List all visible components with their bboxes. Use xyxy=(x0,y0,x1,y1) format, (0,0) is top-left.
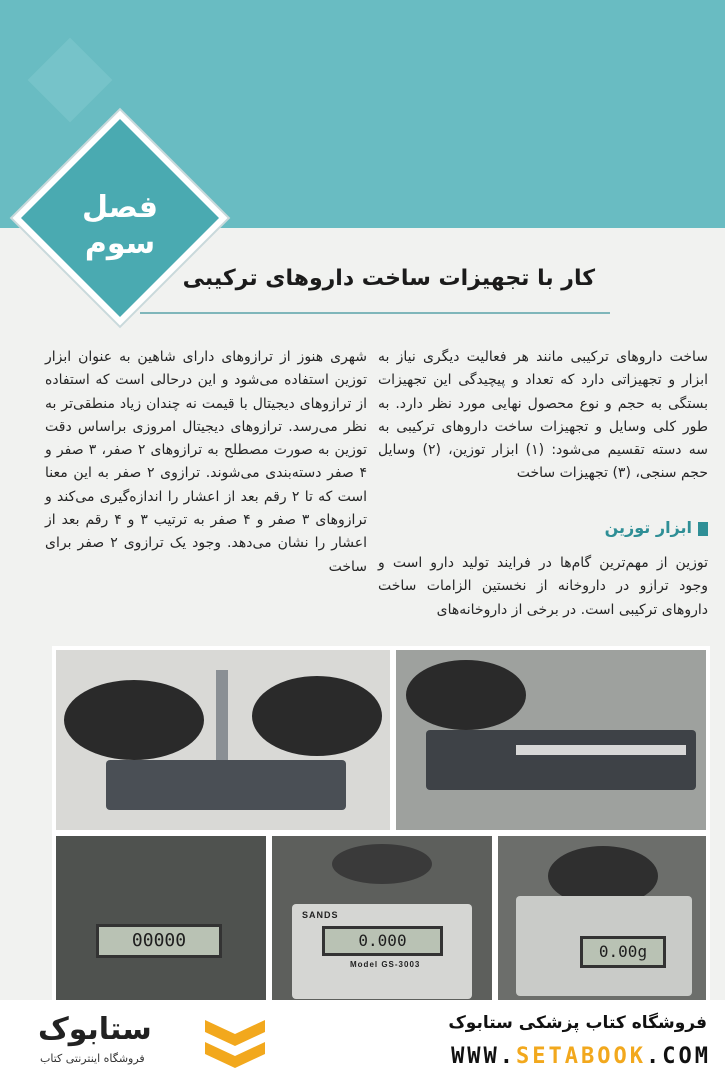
balance-scale-photo xyxy=(56,650,390,830)
store-url[interactable] xyxy=(451,1044,711,1069)
scale-base xyxy=(106,760,346,810)
title-underline xyxy=(140,312,610,314)
section-heading-text: ابزار توزین xyxy=(604,518,692,537)
section-heading xyxy=(470,518,708,537)
scale-display-1: 00000 xyxy=(96,924,222,958)
sands-pan xyxy=(332,844,432,884)
section-paragraph: توزین از مهم‌ترین گام‌ها در فرایند تولید دارو است و وجود ترازو در داروخانه از نخستین الزامات ساخت داروهای ترکیبی است. در برخی از داروخانه‌های xyxy=(378,555,708,618)
digital-scale-body xyxy=(516,896,692,996)
store-name: فروشگاه کتاب پزشکی ستابوک xyxy=(448,1013,707,1033)
intro-paragraph: ساخت داروهای ترکیبی مانند هر فعالیت دیگری نیاز به ابزار و تجهیزاتی دارد که تعداد و پیچیدگی این تجهیزات بستگی به حجم و نوع محصول نهایی مورد نظر دارد. به طور کلی وسایل و تجهیزات ساخت داروهای ترکیبی به سه دسته تقسیم می‌شود: (۱) ابزار توزین، (۲) وسایل حجم سنجی، (۳) تجهیزات ساخت xyxy=(378,349,708,482)
digital-scale-photo xyxy=(498,836,706,1008)
chapter-label-line1: فصل xyxy=(82,190,158,225)
right-column-intro xyxy=(378,346,708,486)
scales-photo-collage xyxy=(52,646,710,1008)
left-column xyxy=(45,346,367,579)
url-accent: SETABOOK xyxy=(516,1044,647,1069)
scale-pan-left xyxy=(64,680,204,760)
beam-scale-photo xyxy=(396,650,706,830)
sands-balance-photo xyxy=(272,836,492,1008)
url-prefix: WWW. xyxy=(451,1044,517,1069)
scale-display-2: 0.000 xyxy=(322,926,443,956)
scale-pointer xyxy=(216,670,228,760)
scale-display-3: 0.00g xyxy=(580,936,666,968)
store-logo-chevron-icon xyxy=(205,1020,265,1070)
beam-scale-base xyxy=(426,730,696,790)
chapter-label xyxy=(70,190,170,262)
sands-model: Model GS-3003 xyxy=(350,960,421,969)
section-marker-icon xyxy=(698,522,708,536)
chapter-label-line2: سوم xyxy=(84,226,156,261)
sands-body xyxy=(292,904,472,999)
right-column-section xyxy=(378,552,708,622)
store-logo-text: ستابوک xyxy=(38,1012,152,1047)
scale-pan-right xyxy=(252,676,382,756)
left-paragraph: شهری هنوز از ترازوهای دارای شاهین به عنوان ابزار توزین استفاده می‌شود و این درحالی است که استفاده از ترازوهای دیجیتال با قیمت نه چندان زیاد منطقی‌تر به نظر می‌رسد. ترازوهای دیجیتال امروزی براساس دقت توزین به صورت مصطلح به ترازوهای ۲ صفر، ۳ صفر و ۴ صفر دسته‌بندی می‌شوند. ترازوی ۲ صفر به این معنا است که تا ۲ رقم بعد از اعشار را اندازه‌گیری می‌کند و ترازوهای ۳ صفر و ۴ صفر به ترتیب ۳ و ۴ رقم بعد از اعشار را نشان می‌دهد. وجود یک ترازوی ۲ صفر برای ساخت xyxy=(45,349,367,575)
url-suffix: .COM xyxy=(646,1044,711,1069)
sands-brand: SANDS xyxy=(302,910,339,920)
beam-rail xyxy=(516,745,686,755)
store-logo-subtitle: فروشگاه اینترنتی کتاب xyxy=(40,1052,145,1065)
decorative-diamond xyxy=(28,38,113,123)
analytical-balance-photo xyxy=(56,836,266,1008)
beam-scale-pan xyxy=(406,660,526,730)
chapter-title: کار با تجهیزات ساخت داروهای ترکیبی xyxy=(182,266,595,291)
